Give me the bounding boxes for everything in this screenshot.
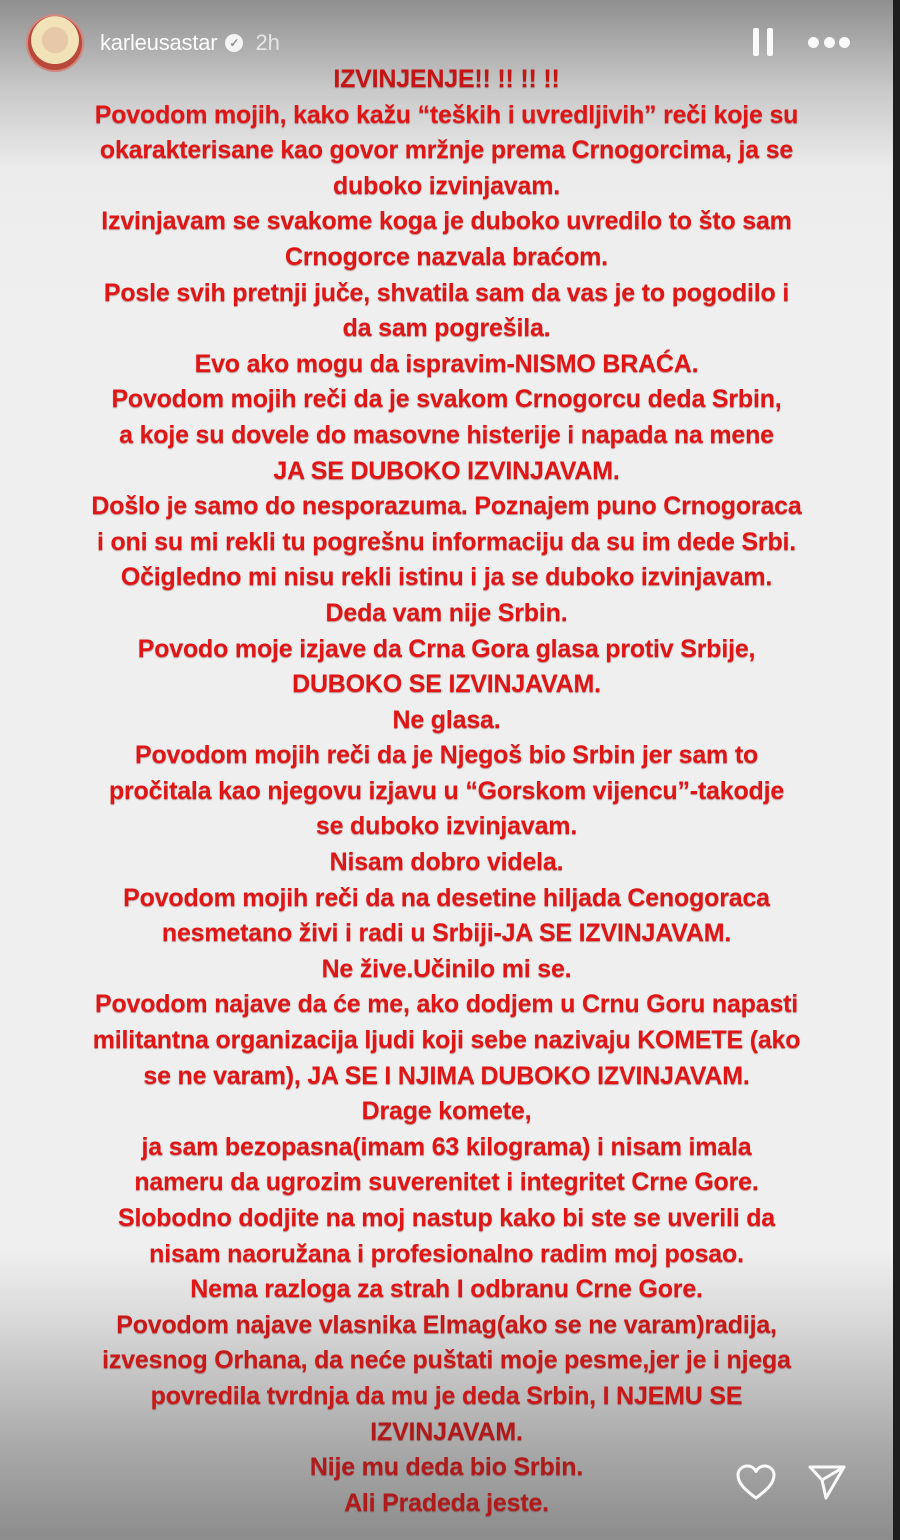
story-line: Crnogorce nazvala braćom. <box>285 242 608 271</box>
story-line: povredila tvrdnja da mu je deda Srbin, I NJEMU SE <box>150 1381 743 1410</box>
story-line: nisam naoružana i profesionalno radim moj posao. <box>149 1239 744 1268</box>
story-line: Deda vam nije Srbin. <box>325 598 568 627</box>
screen-edge <box>893 0 900 1540</box>
story-line: Posle svih pretnji juče, shvatila sam da vas je to pogodilo i <box>103 278 790 307</box>
dot <box>808 37 819 48</box>
story-line: Izvinjavam se svakome koga je duboko uvredilo to što sam <box>101 207 792 236</box>
story-line: duboko izvinjavam. <box>332 171 560 200</box>
story-line: ja sam bezopasna(imam 63 kilograma) i nisam imala <box>141 1132 752 1161</box>
story-line: Povodom mojih reči da je svakom Crnogorcu deda Srbin, <box>111 385 782 414</box>
story-line: Povodom mojih reči da je Njegoš bio Srbin jer sam to <box>134 741 759 770</box>
story-line: IZVINJAVAM. <box>370 1417 523 1446</box>
story-line: a koje su dovele do masovne histerije i napada na mene <box>119 420 774 449</box>
story-line: Slobodno dodjite na moj nastup kako bi ste se uverili da <box>118 1204 775 1232</box>
story-line: da sam pogrešila. <box>342 314 551 343</box>
story-line: Evo ako mogu da ispravim-NISMO BRAĆA. <box>194 349 699 378</box>
story-line: nesmetano živi i radi u Srbiji-JA SE IZVINJAVAM. <box>161 919 732 948</box>
username[interactable]: karleusastar <box>100 30 218 55</box>
pause-bar <box>767 28 773 56</box>
story-line: Ali Pradeda jeste. <box>344 1488 549 1517</box>
story-line: JA SE DUBOKO IZVINJAVAM. <box>273 456 620 485</box>
story-line: Nisam dobro videla. <box>329 848 564 877</box>
story-line: Povodo moje izjave da Crna Gora glasa protiv Srbije, <box>137 634 756 663</box>
pause-bar <box>753 28 759 56</box>
story-line: se duboko izvinjavam. <box>315 812 578 841</box>
story-line: se ne varam), JA SE I NJIMA DUBOKO IZVINJAVAM. <box>143 1061 750 1090</box>
story-line: Došlo je samo do nesporazuma. Poznajem puno Crnogoraca <box>91 492 802 521</box>
dot <box>839 37 850 48</box>
more-options-icon[interactable] <box>808 35 850 49</box>
post-time: 2h <box>255 30 280 55</box>
story-line: Povodom najave vlasnika Elmag(ako se ne varam)radija, <box>116 1310 777 1339</box>
story-line: pročitala kao njegovu izjavu u “Gorskom vijencu”-takodje <box>108 776 785 805</box>
story-line: Nema razloga za strah I odbranu Crne Gore. <box>190 1275 703 1304</box>
story-line: DUBOKO SE IZVINJAVAM. <box>292 670 601 699</box>
story-line: Povodom mojih reči da na desetine hiljada Cenogoraca <box>123 883 770 912</box>
story-line: Očigledno mi nisu rekli istinu i ja se duboko izvinjavam. <box>120 563 773 592</box>
story-line: Drage komete, <box>361 1097 532 1126</box>
heart-icon[interactable] <box>734 1462 778 1502</box>
story-line: i oni su mi rekli tu pogrešnu informaciju da su im dede Srbi. <box>96 527 797 556</box>
story-line: Povodom mojih, kako kažu “teških i uvredljivih” reči koje su <box>94 100 799 129</box>
story-title: IZVINJENJE!! !! !! !! <box>333 65 560 93</box>
dot <box>824 37 835 48</box>
story-line: Povodom najave da će me, ako dodjem u Crnu Goru napasti <box>94 990 799 1019</box>
story-line: Nije mu deda bio Srbin. <box>309 1453 584 1482</box>
send-icon[interactable] <box>806 1462 848 1502</box>
story-line: okarakterisane kao govor mržnje prema Crnogorcima, ja se <box>99 136 794 165</box>
story-line: Ne žive.Učinilo mi se. <box>321 954 572 983</box>
story-text <box>0 62 893 1521</box>
story-line: izvesnog Orhana, da neće puštati moje pesme,jer je i njega <box>102 1346 791 1375</box>
verified-icon: ✓ <box>225 34 243 52</box>
story-line: Ne glasa. <box>392 705 501 734</box>
story-line: nameru da ugrozim suverenitet i integritet Crne Gore. <box>134 1168 759 1197</box>
story-line: militantna organizacija ljudi koji sebe nazivaju KOMETE (ako <box>92 1026 801 1055</box>
pause-icon[interactable] <box>753 28 773 56</box>
